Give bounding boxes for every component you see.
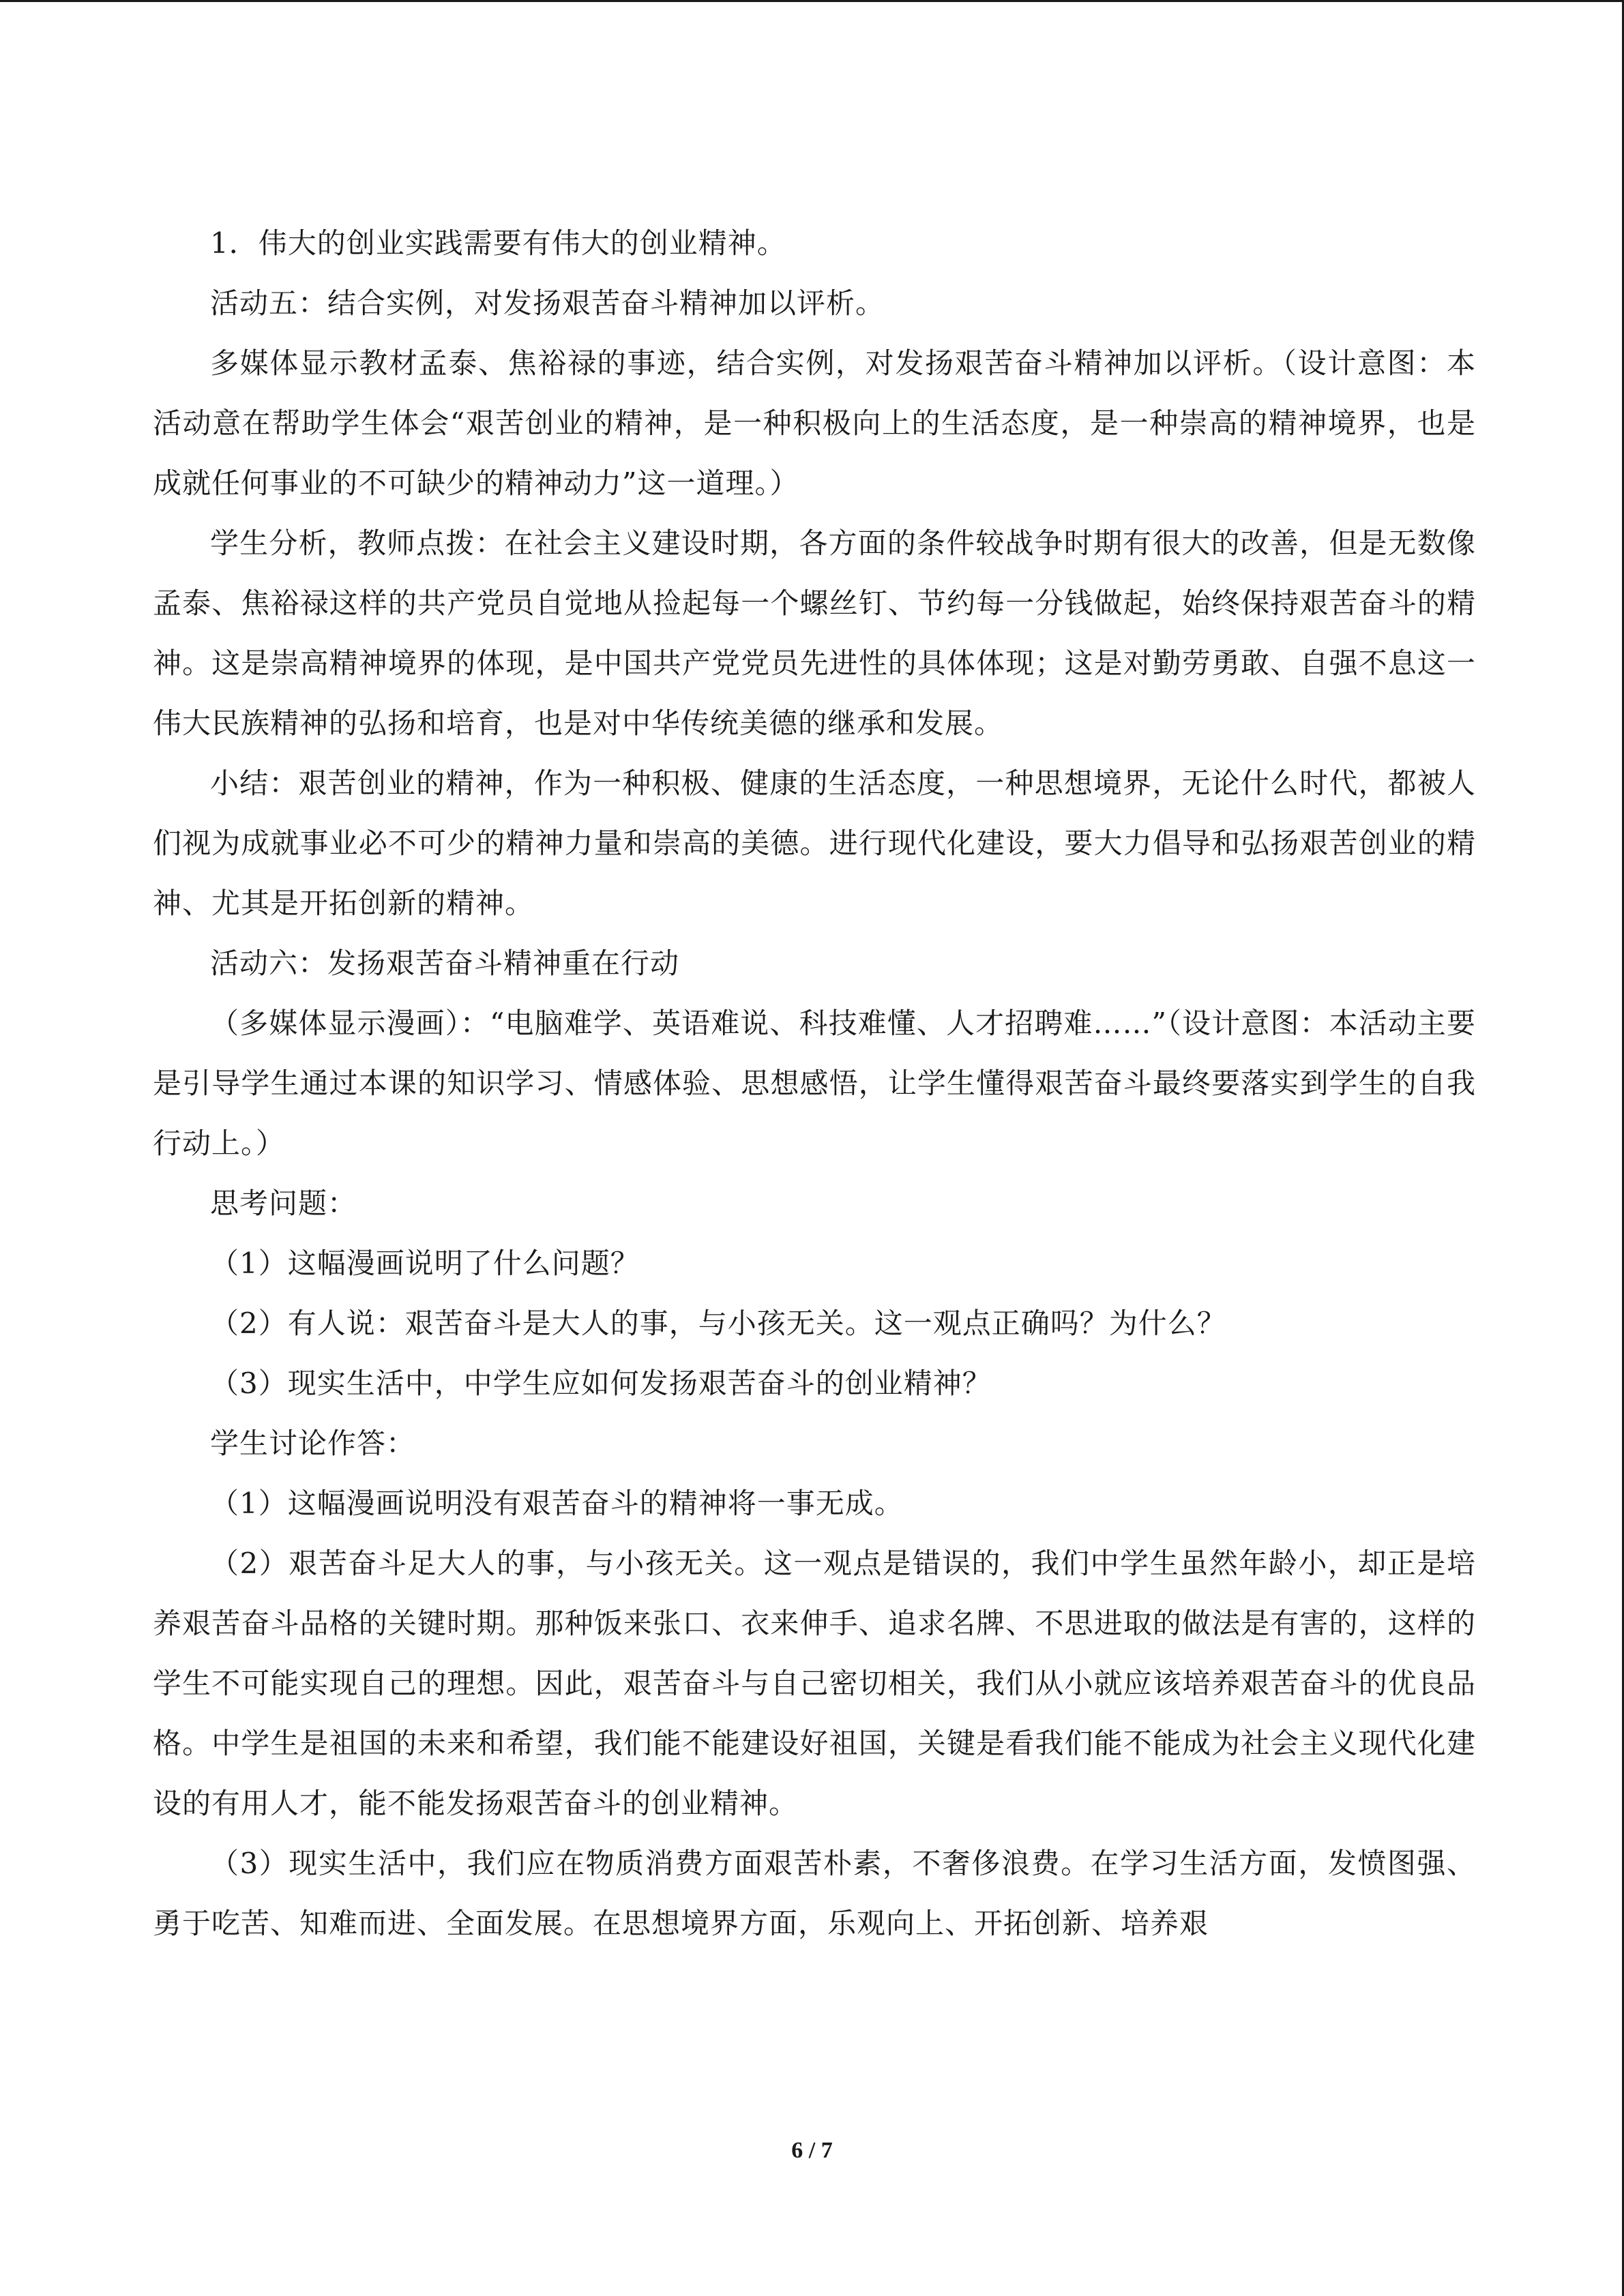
- answer-2: （2）艰苦奋斗足大人的事，与小孩无关。这一观点是错误的，我们中学生虽然年龄小，却正是培养艰苦奋斗品格的关键时期。那种饭来张口、衣来伸手、追求名牌、不思进取的做法是有害的，这样的学生不可能实现自己的理想。因此，艰苦奋斗与自己密切相关，我们从小就应该培养艰苦奋斗的优良品格。中学生是祖国的未来和希望，我们能不能建设好祖国，关键是看我们能不能成为社会主义现代化建设的有用人才，能不能发扬艰苦奋斗的创业精神。: [153, 1547, 1476, 1820]
- answers-heading: 学生讨论作答：: [210, 1427, 416, 1460]
- page-number: 6 / 7: [791, 2138, 833, 2163]
- question-3: （3）现实生活中，中学生应如何发扬艰苦奋斗的创业精神？: [210, 1367, 992, 1400]
- activity-five-title: 活动五：结合实例，对发扬艰苦奋斗精神加以评析。: [210, 286, 885, 320]
- heading-point-1: 1．伟大的创业实践需要有伟大的创业精神。: [210, 226, 786, 260]
- document-body: [153, 213, 1476, 1954]
- activity-five-description: 多媒体显示教材孟泰、焦裕禄的事迹，结合实例，对发扬艰苦奋斗精神加以评析。（设计意图：本活动意在帮助学生体会“艰苦创业的精神，是一种积极向上的生活态度，是一种崇高的精神境界，也是成就任何事业的不可缺少的精神动力”这一道理。）: [153, 346, 1476, 500]
- activity-six-title: 活动六：发扬艰苦奋斗精神重在行动: [210, 946, 680, 980]
- answer-3: （3）现实生活中，我们应在物质消费方面艰苦朴素，不奢侈浪费。在学习生活方面，发愤图强、勇于吃苦、知难而进、全面发展。在思想境界方面，乐观向上、开拓创新、培养艰: [153, 1847, 1476, 1940]
- question-1: （1）这幅漫画说明了什么问题？: [210, 1247, 640, 1280]
- student-analysis-paragraph: 学生分析，教师点拨：在社会主义建设时期，各方面的条件较战争时期有很大的改善，但是无数像孟泰、焦裕禄这样的共产党员自觉地从捡起每一个螺丝钉、节约每一分钱做起，始终保持艰苦奋斗的精神。这是崇高精神境界的体现，是中国共产党党员先进性的具体体现；这是对勤劳勇敢、自强不息这一伟大民族精神的弘扬和培育，也是对中华传统美德的继承和发展。: [153, 526, 1476, 740]
- activity-six-description: （多媒体显示漫画）：“电脑难学、英语难说、科技难懂、人才招聘难……”（设计意图：本活动主要是引导学生通过本课的知识学习、情感体验、思想感悟，让学生懂得艰苦奋斗最终要落实到学生的自我行动上。）: [153, 1007, 1476, 1160]
- question-2: （2）有人说：艰苦奋斗是大人的事，与小孩无关。这一观点正确吗？为什么？: [210, 1307, 1226, 1340]
- summary-paragraph: 小结：艰苦创业的精神，作为一种积极、健康的生活态度，一种思想境界，无论什么时代，都被人们视为成就事业必不可少的精神力量和崇高的美德。进行现代化建设，要大力倡导和弘扬艰苦创业的精神、尤其是开拓创新的精神。: [153, 766, 1476, 920]
- questions-heading: 思考问题：: [210, 1187, 357, 1220]
- answer-1: （1）这幅漫画说明没有艰苦奋斗的精神将一事无成。: [210, 1487, 904, 1520]
